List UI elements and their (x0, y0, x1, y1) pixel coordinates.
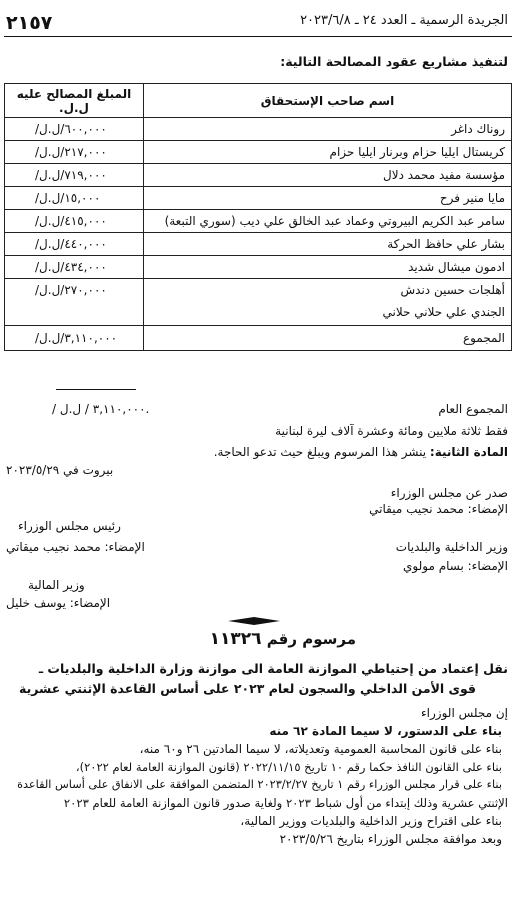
settled-amount: /٦٠٠,٠٠٠/ل.ل (5, 118, 144, 141)
table-row (5, 279, 512, 326)
grand-total-words: فقط ثلاثة ملايين ومائة وعشرة آلاف ليرة لبنانية (275, 424, 508, 438)
intro-text: لتنفيذ مشاريع عقود المصالحة التالية: (280, 54, 508, 69)
section-divider-ornament (228, 617, 280, 625)
settled-amount: /٤٣٤,٠٠٠/ل.ل (5, 256, 144, 279)
column-header-name: اسم صاحب الإستحقاق (144, 84, 512, 118)
table-row (5, 210, 512, 233)
settled-amount: /٤١٥,٠٠٠/ل.ل (5, 210, 144, 233)
beneficiary-name: روناك داغر (144, 118, 512, 141)
header-divider (4, 36, 512, 37)
table-row (5, 118, 512, 141)
preamble-line: الإثنتي عشرية وذلك إبتداء من أول شباط ٢٠٢٣ ولغاية صدور قانون الموازنة العامة للعام ٢٠٢٣ (63, 796, 508, 810)
grand-total-label: المجموع العام (438, 402, 508, 416)
page-number: ٢١٥٧ (6, 12, 53, 34)
preamble-line: إن مجلس الوزراء (421, 706, 508, 720)
table-row (5, 256, 512, 279)
gazette-issue-header: الجريدة الرسمية ـ العدد ٢٤ ـ ٢٠٢٣/٦/٨ (300, 13, 508, 28)
table-header-row (5, 84, 512, 118)
finance-minister-title: وزير المالية (28, 578, 85, 592)
signature-prime-minister: الإمضاء: محمد نجيب ميقاتي (369, 502, 508, 516)
beneficiary-name: مؤسسة مفيد محمد دلال (144, 164, 512, 187)
table-row (5, 187, 512, 210)
settled-amount: /٧١٩,٠٠٠/ل.ل (5, 164, 144, 187)
beneficiary-name: ادمون ميشال شديد (144, 256, 512, 279)
preamble-line: وبعد موافقة مجلس الوزراء بتاريخ ٢٠٢٣/٥/٢٦ (279, 832, 502, 846)
preamble-line: بناء على الدستور، لا سيما المادة ٦٢ منه (269, 724, 502, 738)
preamble-line: بناء على القانون النافذ حكما رقم ١٠ تاريخ ٢٠٢٢/١١/١٥ (قانون الموازنة العامة لعام ٢٠٢٢)، (75, 760, 502, 774)
settled-amount (5, 279, 144, 326)
preamble-line: بناء على اقتراح وزير الداخلية والبلديات ووزير المالية، (240, 814, 502, 828)
table-total-row (5, 326, 512, 351)
beneficiary-name: مايا منير فرح (144, 187, 512, 210)
preamble-line: بناء على قانون المحاسبة العمومية وتعديلاته، لا سيما المادتين ٢٦ و٦٠ منه، (139, 742, 502, 756)
settled-amount-value: /٢٧٠,٠٠٠/ل.ل (35, 283, 107, 297)
signature-prime-minister-cosign: الإمضاء: محمد نجيب ميقاتي (6, 540, 145, 554)
decree-label: مرسوم رقم (266, 630, 356, 648)
signature-interior-minister: الإمضاء: بسام مولوي (403, 559, 508, 573)
issued-by: صدر عن مجلس الوزراء (390, 486, 508, 500)
table-row (5, 141, 512, 164)
decree-title-line2: قوى الأمن الداخلي والسجون لعام ٢٠٢٣ على أساس القاعدة الإثنتي عشرية (18, 681, 476, 696)
settled-amount: /١٥,٠٠٠/ل.ل (5, 187, 144, 210)
total-label: المجموع (144, 326, 512, 351)
grand-total-amount: / ٣,١١٠,٠٠٠ / ل.ل. (52, 402, 150, 416)
decree-title-line1: نقل إعتماد من إحتياطي الموازنة العامة الى موازنة وزارة الداخلية والبلديات ـ (38, 661, 508, 676)
beneficiary-name: كريستال ايليا حزام وبرنار ايليا حزام (144, 141, 512, 164)
decree-heading (210, 629, 356, 649)
column-header-amount: المبلغ المصالح عليه ل.ل. (5, 84, 144, 118)
preamble-line: بناء على قرار مجلس الوزراء رقم ١ تاريخ ٢٠٢٣/٢/٢٧ المتضمن الموافقة على الانفاق على أساس القاعدة (17, 778, 502, 791)
place-date: بيروت في ٢٠٢٣/٥/٢٩ (6, 463, 114, 477)
total-amount: /٣,١١٠,٠٠٠/ل.ل (5, 326, 144, 351)
separator-rule (56, 389, 136, 390)
article-two (214, 445, 508, 459)
settlement-table (4, 83, 512, 351)
article-two-label: المادة الثانية: (429, 445, 508, 459)
article-two-text: ينشر هذا المرسوم ويبلغ حيث تدعو الحاجة. (213, 445, 427, 459)
beneficiary-name (144, 279, 512, 326)
beneficiary-name: سامر عبد الكريم البيروتي وعماد عبد الخالق علي ديب (سوري التبعة) (144, 210, 512, 233)
settled-amount: /٤٤٠,٠٠٠/ل.ل (5, 233, 144, 256)
settled-amount: /٢١٧,٠٠٠/ل.ل (5, 141, 144, 164)
signature-finance-minister: الإمضاء: يوسف خليل (6, 596, 111, 610)
beneficiary-name-line2: الجندي علي حلاني حلاني (382, 305, 505, 319)
table-row (5, 164, 512, 187)
table-row (5, 233, 512, 256)
beneficiary-name-line1: أهلجات حسين دندش (400, 283, 505, 297)
decree-number: ١١٣٢٦ (209, 629, 262, 649)
beneficiary-name: بشار علي حافظ الحركة (144, 233, 512, 256)
prime-minister-title: رئيس مجلس الوزراء (18, 519, 121, 533)
interior-minister-title: وزير الداخلية والبلديات (395, 540, 508, 554)
